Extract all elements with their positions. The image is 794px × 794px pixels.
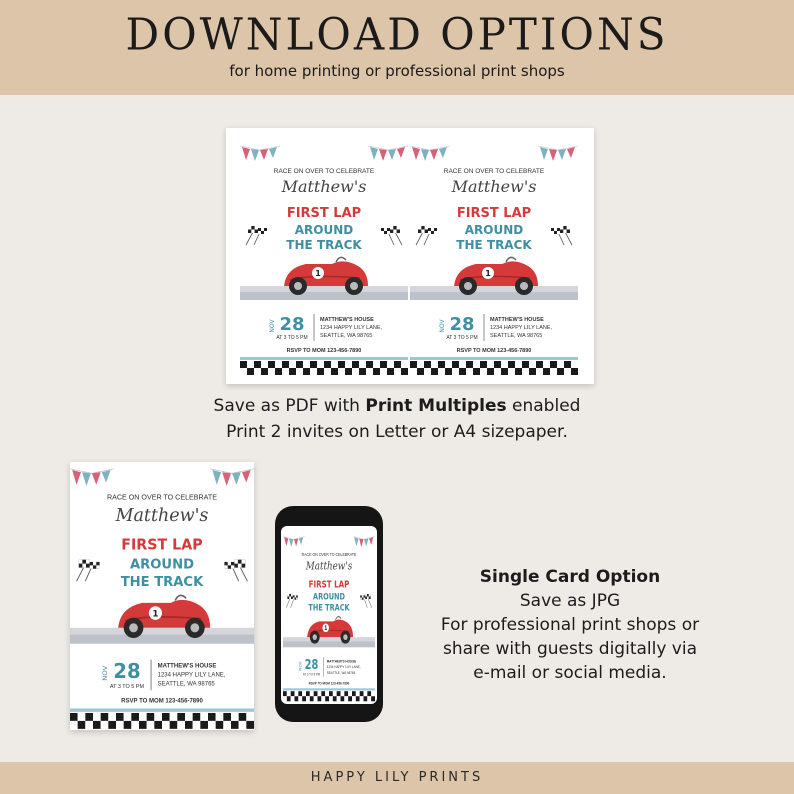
invite-address2: SEATTLE, WA 98765 xyxy=(157,680,215,688)
invite-headline3: THE TRACK xyxy=(286,238,362,252)
invite-car-number: 1 xyxy=(485,269,491,278)
invite-address2: SEATTLE, WA 98765 xyxy=(490,333,543,339)
footer-brand: HAPPY LILY PRINTS xyxy=(0,762,794,794)
phone-mockup xyxy=(275,506,383,722)
checkered-border-decoration xyxy=(70,713,254,729)
invite-name: Matthew's xyxy=(281,177,367,196)
invite-name: Matthew's xyxy=(115,504,209,527)
invite-month: NOV xyxy=(101,665,110,681)
invite-tagline: RACE ON OVER TO CELEBRATE xyxy=(301,551,357,557)
invite-headline1: FIRST LAP xyxy=(286,206,362,221)
checkered-border-decoration xyxy=(240,361,408,375)
invite-tagline: RACE ON OVER TO CELEBRATE xyxy=(443,168,545,175)
print-multiples-caption-line2: Print 2 invites on Letter or A4 sizepaper. xyxy=(226,422,568,442)
invite-month: NOV xyxy=(269,319,276,333)
phone-screen xyxy=(281,526,377,704)
invite-time: AT 3 TO 5 PM xyxy=(276,335,308,341)
invite-day: 28 xyxy=(113,658,141,683)
invite-address2: SEATTLE, WA 98765 xyxy=(320,333,373,339)
invite-rsvp: RSVP TO MOM 123-456-7890 xyxy=(456,348,532,354)
invite-address1: 1234 HAPPY LILY LANE, xyxy=(157,671,226,679)
invite-time: AT 3 TO 5 PM xyxy=(446,335,478,341)
single-card-heading: Single Card Option xyxy=(479,567,661,587)
single-card-text: Single Card Option Save as JPG For professional print shops or share with guests digitally via e-mail or social media. xyxy=(420,565,720,685)
invite-tagline: RACE ON OVER TO CELEBRATE xyxy=(107,492,217,502)
invite-time: AT 3 TO 5 PM xyxy=(109,683,145,691)
invite-headline3: THE TRACK xyxy=(308,602,350,613)
invite-headline2: AROUND xyxy=(130,557,194,573)
invite-day: 28 xyxy=(279,314,305,335)
invite-address2: SEATTLE, WA 98765 xyxy=(326,670,356,676)
invite-car-number: 1 xyxy=(324,625,328,633)
invite-day: 28 xyxy=(304,656,319,673)
invite-car-number: 1 xyxy=(315,269,321,278)
invite-headline1: FIRST LAP xyxy=(121,537,203,554)
invite-headline1: FIRST LAP xyxy=(308,578,350,590)
invite-headline2: AROUND xyxy=(464,223,524,237)
page-subtitle: for home printing or professional print shops xyxy=(229,62,565,80)
invite-card-single xyxy=(70,462,254,730)
page-title: DOWNLOAD OPTIONS xyxy=(125,8,669,61)
invite-car-number: 1 xyxy=(152,609,159,620)
invite-rsvp: RSVP TO MOM 123-456-7890 xyxy=(286,348,362,354)
invite-headline1: FIRST LAP xyxy=(456,206,532,221)
invite-day: 28 xyxy=(449,314,475,335)
invite-venue: MATTHEW'S HOUSE xyxy=(157,662,217,670)
print-multiples-bold: Print Multiples xyxy=(365,396,507,416)
invite-address1: 1234 HAPPY LILY LANE, xyxy=(320,325,383,331)
checkered-border-decoration xyxy=(410,361,578,375)
print-multiples-caption: Save as PDF with Print Multiples enabled xyxy=(213,396,581,416)
invite-name: Matthew's xyxy=(305,560,353,573)
invite-rsvp: RSVP TO MOM 123-456-7890 xyxy=(308,681,350,686)
invite-tagline: RACE ON OVER TO CELEBRATE xyxy=(273,168,375,175)
invite-card-left xyxy=(240,140,408,376)
invite-address1: 1234 HAPPY LILY LANE, xyxy=(490,325,553,331)
invite-address1: 1234 HAPPY LILY LANE, xyxy=(326,664,361,670)
invite-headline3: THE TRACK xyxy=(456,238,532,252)
invite-headline2: AROUND xyxy=(313,591,345,602)
invite-rsvp: RSVP TO MOM 123-456-7890 xyxy=(121,697,203,705)
invite-headline3: THE TRACK xyxy=(120,574,204,590)
phone-notch xyxy=(315,512,343,518)
invite-venue: MATTHEW'S HOUSE xyxy=(490,317,544,323)
invite-headline2: AROUND xyxy=(294,223,354,237)
invite-card-phone xyxy=(283,532,375,702)
invite-month: NOV xyxy=(298,661,303,671)
invite-name: Matthew's xyxy=(451,177,537,196)
checkered-border-decoration xyxy=(283,691,375,701)
invite-time: AT 3 TO 5 PM xyxy=(302,671,321,677)
invite-card-right xyxy=(410,140,578,376)
invite-month: NOV xyxy=(439,319,446,333)
invite-venue: MATTHEW'S HOUSE xyxy=(326,659,357,664)
invite-venue: MATTHEW'S HOUSE xyxy=(320,317,374,323)
header-banner xyxy=(0,0,794,95)
